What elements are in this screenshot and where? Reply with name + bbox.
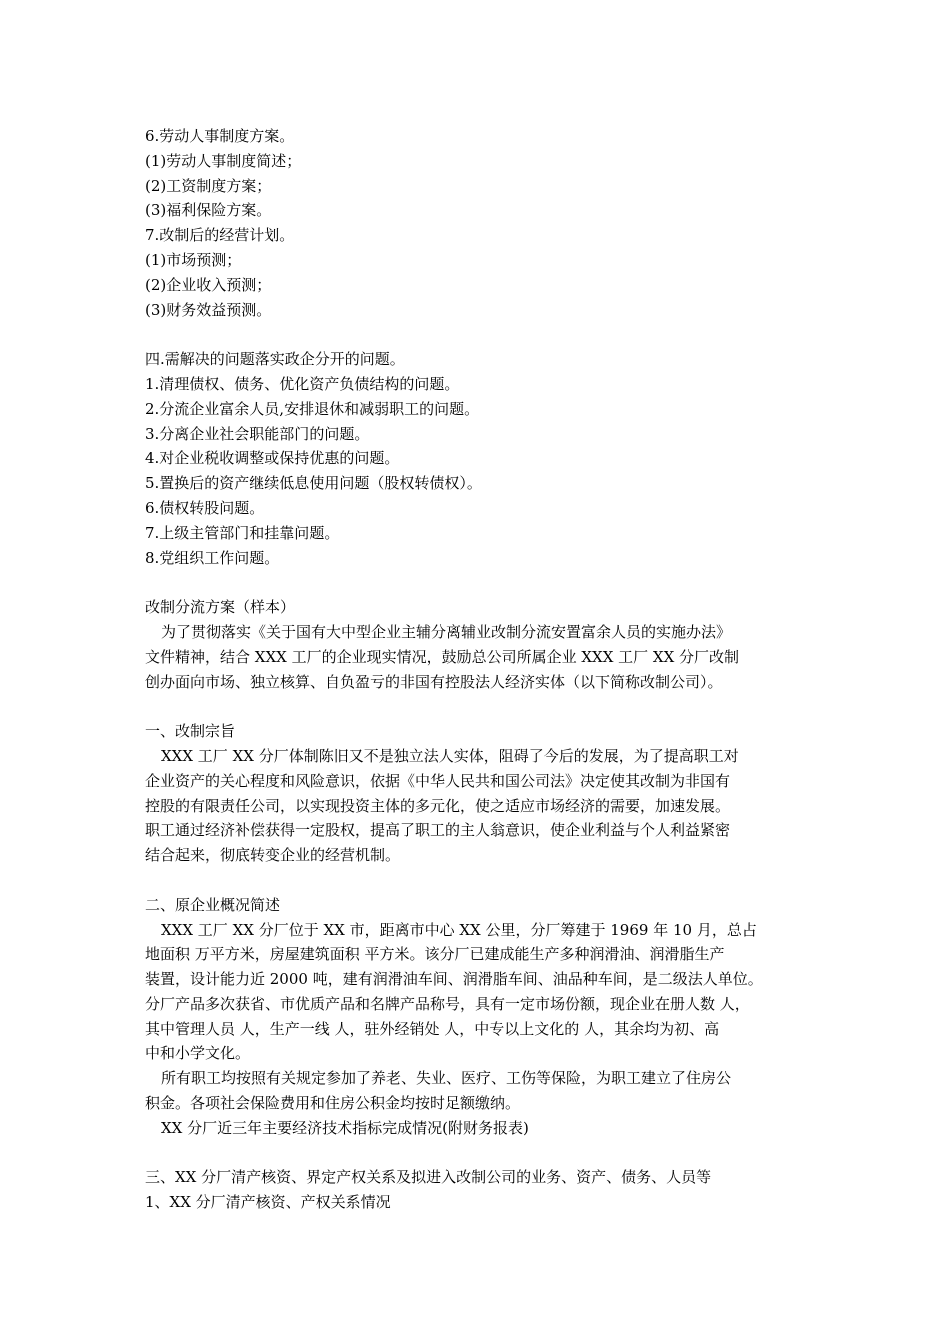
paragraph-line: XX 分厂近三年主要经济技术指标完成情况(附财务报表): [161, 1118, 529, 1137]
section-title: 改制分流方案（样本）: [145, 598, 296, 617]
list-item: 7.上级主管部门和挂靠问题。: [145, 523, 340, 542]
list-item: 2.分流企业富余人员,安排退休和减弱职工的问题。: [145, 399, 480, 418]
section-heading: 四.需解决的问题落实政企分开的问题。: [145, 350, 405, 369]
paragraph-line: 结合起来，彻底转变企业的经营机制。: [145, 846, 401, 865]
paragraph-line: 分厂产品多次获省、市优质产品和名牌产品称号，具有一定市场份额，现企业在册人数 人，: [145, 994, 750, 1013]
paragraph-line: 控股的有限责任公司，以实现投资主体的多元化，使之适应市场经济的需要，加速发展。: [145, 796, 731, 815]
list-item: (2)工资制度方案；: [145, 176, 272, 195]
paragraph-line: 积金。各项社会保险费用和住房公积金均按时足额缴纳。: [145, 1094, 521, 1113]
issues-list: [145, 347, 811, 570]
document-page: [145, 124, 811, 1215]
paragraph-line: 其中管理人员 人，生产一线 人，驻外经销处 人，中专以上文化的 人，其余均为初、高: [145, 1019, 720, 1038]
spacer: [145, 868, 811, 893]
spacer: [145, 322, 811, 347]
list-item: 6.债权转股问题。: [145, 498, 265, 517]
paragraph-line: 职工通过经济补偿获得一定股权，提高了职工的主人翁意识，使企业利益与个人利益紧密: [145, 821, 731, 840]
spacer: [145, 1141, 811, 1166]
section-heading: 一、改制宗旨: [145, 722, 236, 741]
list-item: (3)福利保险方案。: [145, 201, 272, 220]
list-item: (1)市场预测；: [145, 250, 242, 269]
list-item: 4.对企业税收调整或保持优惠的问题。: [145, 449, 400, 468]
section-three: [145, 1165, 811, 1215]
paragraph-line: XXX 工厂 XX 分厂体制陈旧又不是独立法人实体，阻碍了今后的发展，为了提高职工对: [161, 746, 739, 765]
list-item: (2)企业收入预测；: [145, 275, 272, 294]
spacer: [145, 570, 811, 595]
spacer: [145, 694, 811, 719]
paragraph-line: 创办面向市场、独立核算、自负盈亏的非国有控股法人经济实体（以下简称改制公司）。: [145, 672, 723, 691]
paragraph-line: 为了贯彻落实《关于国有大中型企业主辅分离辅业改制分流安置富余人员的实施办法》: [161, 622, 732, 641]
list-item: 3.分离企业社会职能部门的问题。: [145, 424, 370, 443]
list-item: (3)财务效益预测。: [145, 300, 272, 319]
list-item: 7.改制后的经营计划。: [145, 226, 295, 245]
list-item: (1)劳动人事制度简述；: [145, 151, 302, 170]
paragraph-line: 装置，设计能力近 2000 吨，建有润滑油车间、润滑脂车间、油品种车间，是二级法人单位。: [145, 970, 763, 989]
paragraph-line: 文件精神，结合 XXX 工厂的企业现实情况，鼓励总公司所属企业 XXX 工厂 XX 分厂改制: [145, 647, 740, 666]
paragraph-line: XXX 工厂 XX 分厂位于 XX 市，距离市中心 XX 公里，分厂筹建于 1969 年 10 月，总占: [161, 920, 757, 939]
plan-list: [145, 124, 811, 322]
overview-section: [145, 893, 811, 1141]
section-heading: 二、原企业概况简述: [145, 895, 281, 914]
section-heading: 三、XX 分厂清产核资、界定产权关系及拟进入改制公司的业务、资产、债务、人员等: [145, 1168, 712, 1187]
subsection-heading: 1、XX 分厂清产核资、产权关系情况: [145, 1193, 391, 1212]
list-item: 1.清理债权、债务、优化资产负债结构的问题。: [145, 374, 460, 393]
paragraph-line: 中和小学文化。: [145, 1044, 251, 1063]
paragraph-line: 所有职工均按照有关规定参加了养老、失业、医疗、工伤等保险，为职工建立了住房公: [161, 1069, 732, 1088]
paragraph-line: 地面积 万平方米，房屋建筑面积 平方米。该分厂已建成能生产多种润滑油、润滑脂生产: [145, 945, 725, 964]
sample-section: [145, 595, 811, 694]
purpose-section: [145, 719, 811, 868]
list-item: 6.劳动人事制度方案。: [145, 127, 295, 145]
list-item: 8.党组织工作问题。: [145, 548, 280, 567]
paragraph-line: 企业资产的关心程度和风险意识，依据《中华人民共和国公司法》决定使其改制为非国有: [145, 771, 731, 790]
list-item: 5.置换后的资产继续低息使用问题（股权转债权）。: [145, 474, 482, 493]
